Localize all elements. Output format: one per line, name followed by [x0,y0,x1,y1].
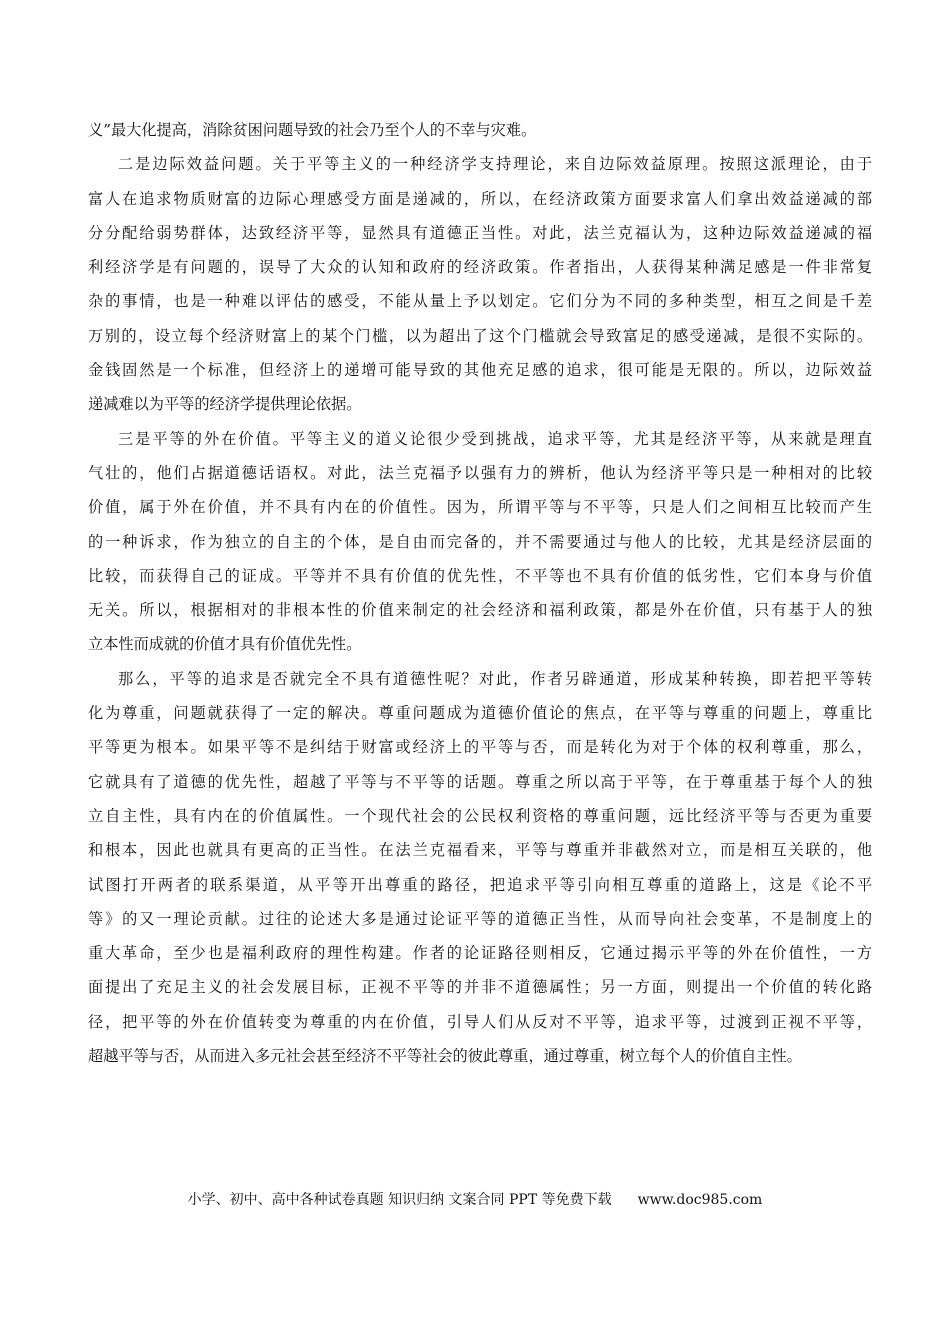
paragraph-line: 超越平等与否，从而进入多元社会甚至经济不平等社会的彼此尊重，通过尊重，树立每个人的价值自主性。 [88,1047,802,1066]
footer-text: 小学、初中、高中各种试卷真题 知识归纳 文案合同 PPT 等免费下载 [187,1192,612,1208]
paragraph-line: 面提出了充足主义的社会发展目标，正视不平等的并非不道德属性；另一方面，则提出一个价值的转化路 [88,978,872,997]
paragraph-line: 径，把平等的外在价值转变为尊重的内在价值，引导人们从反对不平等，追求平等，过渡到正视不平等， [88,1012,872,1031]
paragraph-line: 和根本，因此也就具有更高的正当性。在法兰克福看来，平等与尊重并非截然对立，而是相互关联的，他 [88,841,872,860]
article-body [88,113,872,1073]
paragraph-line: 分分配给弱势群体，达致经济平等，显然具有道德正当性。对此，法兰克福认为，这种边际效益递减的福 [88,223,872,242]
paragraph-line: 等》的又一理论贡献。过往的论述大多是通过论证平等的道德正当性，从而导向社会变革，不是制度上的 [88,909,872,928]
paragraph-line: 价值，属于外在价值，并不具有内在的价值性。因为，所谓平等与不平等，只是人们之间相互比较而产生 [88,498,872,517]
paragraph-line: 比较，而获得自己的证成。平等并不具有价值的优先性，不平等也不具有价值的低劣性，它们本身与价值 [88,566,872,585]
paragraph-line: 的一种诉求，作为独立的自主的个体，是自由而完备的，并不需要通过与他人的比较，尤其是经济层面的 [88,532,872,551]
paragraph-line: 三是平等的外在价值。平等主义的道义论很少受到挑战，追求平等，尤其是经济平等，从来就是理直 [118,429,872,448]
paragraph-line: 杂的事情，也是一种难以评估的感受，不能从量上予以划定。它们分为不同的多种类型，相互之间是千差 [88,292,872,311]
paragraph-line: 立自主性，具有内在的价值属性。一个现代社会的公民权利资格的尊重问题，远比经济平等与否更为重要 [88,806,872,825]
paragraph-line: 气壮的，他们占据道德话语权。对此，法兰克福予以强有力的辨析，他认为经济平等只是一种相对的比较 [88,463,872,482]
paragraph-line: 无关。所以，根据相对的非根本性的价值来制定的社会经济和福利政策，都是外在价值，只有基于人的独 [88,601,872,620]
paragraph-line: 富人在追求物质财富的边际心理感受方面是递减的，所以，在经济政策方面要求富人们拿出效益递减的部 [88,189,872,208]
paragraph [88,147,872,421]
paragraph-line: 立本性而成就的价值才具有价值优先性。 [88,635,362,654]
paragraph-line: 万别的，设立每个经济财富上的某个门槛，以为超出了这个门槛就会导致富足的感受递减，是很不实际的。 [88,326,872,345]
paragraph-line: 重大革命，至少也是福利政府的理性构建。作者的论证路径则相反，它通过揭示平等的外在价值性，一方 [88,944,872,963]
paragraph [88,113,872,147]
paragraph [88,422,872,662]
footer-url: www.doc985.com [637,1192,763,1208]
paragraph-line: 递减难以为平等的经济学提供理论依据。 [88,395,362,414]
paragraph-line: 试图打开两者的联系渠道，从平等开出尊重的路径，把追求平等引向相互尊重的道路上，这是《论不平 [88,875,872,894]
paragraph-line: 化为尊重，问题就获得了一定的解决。尊重问题成为道德价值论的焦点，在平等与尊重的问题上，尊重比 [88,704,872,723]
paragraph-line: 利经济学是有问题的，误导了大众的认知和政府的经济政策。作者指出，人获得某种满足感是一件非常复 [88,258,872,277]
paragraph [88,662,872,1074]
paragraph-line: 金钱固然是一个标准，但经济上的递增可能导致的其他充足感的追求，很可能是无限的。所以，边际效益 [88,361,872,380]
paragraph-line: 平等更为根本。如果平等不是纠结于财富或经济上的平等与否，而是转化为对于个体的权利尊重，那么， [88,738,872,757]
paragraph-line: 那么，平等的追求是否就完全不具有道德性呢？对此，作者另辟通道，形成某种转换，即若把平等转 [118,669,872,688]
paragraph-line: 义”最大化提高，消除贫困问题导致的社会乃至个人的不幸与灾难。 [88,121,537,139]
page-footer [0,1190,950,1210]
paragraph-line: 二是边际效益问题。关于平等主义的一种经济学支持理论，来自边际效益原理。按照这派理论，由于 [118,155,872,174]
paragraph-line: 它就具有了道德的优先性，超越了平等与不平等的话题。尊重之所以高于平等，在于尊重基于每个人的独 [88,772,872,791]
